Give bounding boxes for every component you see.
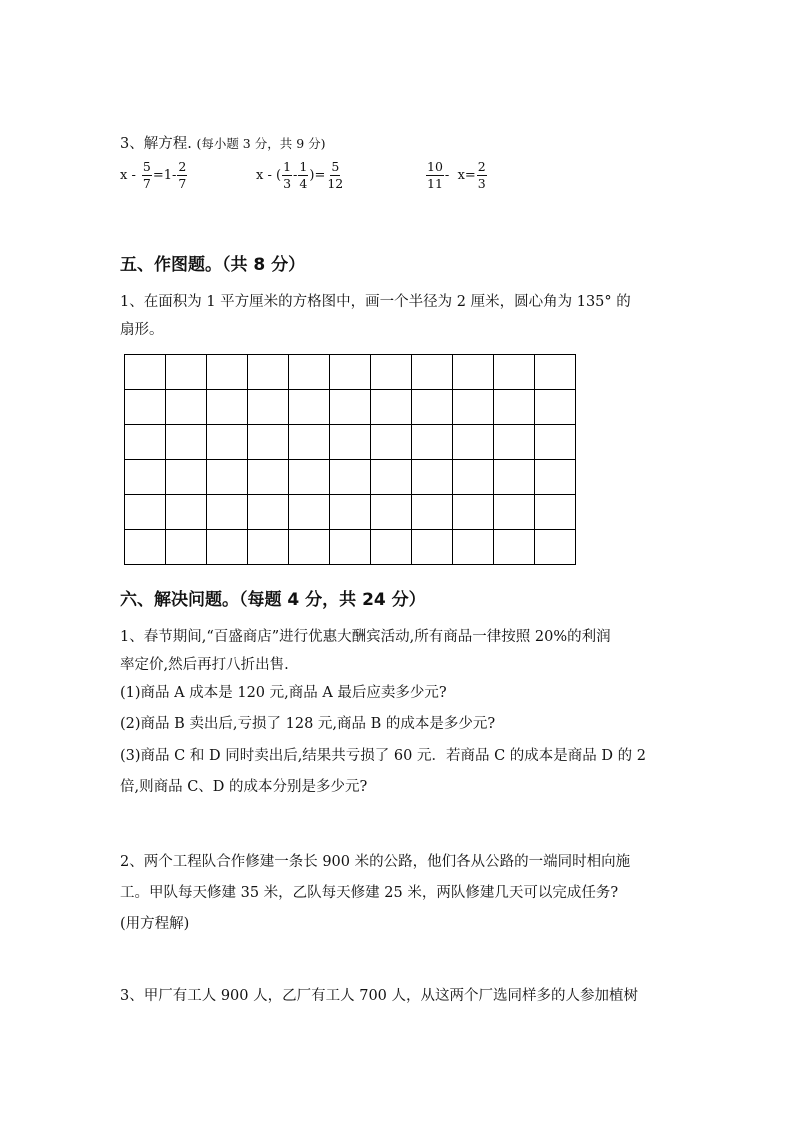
grid-cell[interactable] [166,495,207,530]
eq3-frac2-denominator: 3 [477,176,486,191]
grid-cell[interactable] [207,390,248,425]
problem2-line-3: (用方程解) [120,916,190,932]
grid-row [125,425,576,460]
equation-1 [120,160,188,191]
grid-cell[interactable] [207,495,248,530]
problem1-line-2: 率定价,然后再打八折出售. [120,657,289,673]
eq1-fraction-1 [142,160,152,191]
grid-cell[interactable] [248,530,289,565]
grid-cell[interactable] [494,390,535,425]
equations-score-note: (每小题 3 分，共 9 分) [196,136,326,151]
eq2-term: x - ( [256,168,282,183]
grid-cell[interactable] [207,425,248,460]
grid-cell[interactable] [166,425,207,460]
grid-cell[interactable] [494,460,535,495]
grid-cell[interactable] [289,495,330,530]
eq1-frac2-denominator: 7 [178,176,187,191]
grid-cell[interactable] [535,530,576,565]
grid-cell[interactable] [535,425,576,460]
grid-cell[interactable] [125,495,166,530]
section-five-heading: 五、作图题。（共 8 分） [120,255,306,275]
grid-cell[interactable] [125,460,166,495]
eq2-frac1-denominator: 3 [283,176,292,191]
eq2-fraction-1 [282,160,292,191]
grid-cell[interactable] [248,425,289,460]
problem2-line-2: 工。甲队每天修建 35 米，乙队每天修建 25 米，两队修建几天可以完成任务? [120,885,619,901]
grid-cell[interactable] [289,355,330,390]
grid-cell[interactable] [166,530,207,565]
grid-cell[interactable] [330,530,371,565]
eq2-fraction-2 [298,160,308,191]
grid-cell[interactable] [330,390,371,425]
grid-cell[interactable] [289,530,330,565]
problem1-sub-2: (2)商品 B 卖出后,亏损了 128 元,商品 B 的成本是多少元? [120,716,496,732]
grid-cell[interactable] [330,355,371,390]
grid-cell[interactable] [207,530,248,565]
grid-row [125,355,576,390]
grid-row [125,530,576,565]
problem1-sub-1: (1)商品 A 成本是 120 元,商品 A 最后应卖多少元? [120,685,447,701]
grid-cell[interactable] [494,495,535,530]
grid-cell[interactable] [207,460,248,495]
grid-cell[interactable] [494,425,535,460]
grid-cell[interactable] [535,355,576,390]
grid-cell[interactable] [248,355,289,390]
problem3-line-1: 3、甲厂有工人 900 人，乙厂有工人 700 人，从这两个厂选同样多的人参加植树 [120,988,639,1004]
eq2-minus: - [293,168,298,183]
grid-cell[interactable] [330,495,371,530]
eq2-frac2-numerator: 1 [299,159,308,174]
grid-cell[interactable] [371,460,412,495]
grid-cell[interactable] [125,530,166,565]
grid-cell[interactable] [166,460,207,495]
eq1-frac1-denominator: 7 [142,176,151,191]
equations-title [120,134,326,154]
grid-cell[interactable] [453,355,494,390]
grid-cell[interactable] [248,390,289,425]
problem2-line-1: 2、两个工程队合作修建一条长 900 米的公路，他们各从公路的一端同时相向施 [120,854,631,870]
grid-cell[interactable] [535,390,576,425]
grid-cell[interactable] [412,355,453,390]
grid-cell[interactable] [289,390,330,425]
grid-cell[interactable] [453,425,494,460]
eq3-fraction-2 [477,160,487,191]
grid-cell[interactable] [371,495,412,530]
problem1-line-1: 1、春节期间,“百盛商店”进行优惠大酬宾活动,所有商品一律按照 20%的利润 [120,629,611,645]
eq2-fraction-3 [326,160,344,191]
grid-cell[interactable] [371,530,412,565]
grid-cell[interactable] [412,530,453,565]
eq1-frac2-numerator: 2 [178,159,187,174]
grid-cell[interactable] [453,495,494,530]
eq1-frac1-numerator: 5 [142,159,151,174]
eq3-frac1-denominator: 11 [427,176,443,191]
grid-cell[interactable] [125,390,166,425]
grid-cell[interactable] [494,355,535,390]
grid-cell[interactable] [412,460,453,495]
equation-2 [256,160,345,191]
grid-cell[interactable] [166,355,207,390]
grid-cell[interactable] [289,460,330,495]
grid-cell[interactable] [330,460,371,495]
grid-cell[interactable] [453,460,494,495]
eq3-fraction-1 [426,160,444,191]
grid-cell[interactable] [330,425,371,460]
grid-cell[interactable] [494,530,535,565]
grid-cell[interactable] [412,425,453,460]
grid-cell[interactable] [371,355,412,390]
grid-cell[interactable] [412,495,453,530]
problem1-sub-3-line-2: 倍,则商品 C、D 的成本分别是多少元? [120,779,368,795]
eq2-frac3-numerator: 5 [331,159,340,174]
grid-cell[interactable] [453,530,494,565]
eq3-frac2-numerator: 2 [477,159,486,174]
eq2-frac2-denominator: 4 [299,176,308,191]
eq3-frac1-numerator: 10 [427,159,443,174]
grid-cell[interactable] [371,425,412,460]
grid-row [125,390,576,425]
section-six-heading: 六、解决问题。（每题 4 分，共 24 分） [120,590,426,610]
grid-cell[interactable] [371,390,412,425]
grid-cell[interactable] [125,355,166,390]
eq2-frac1-numerator: 1 [283,159,292,174]
eq2-frac3-denominator: 12 [327,176,344,191]
grid-cell[interactable] [248,495,289,530]
problem1-sub-3-line-1: (3)商品 C 和 D 同时卖出后,结果共亏损了 60 元．若商品 C 的成本是商品 D 的 2 [120,748,646,764]
grid-cell[interactable] [535,460,576,495]
grid-cell[interactable] [453,390,494,425]
grid-cell[interactable] [412,390,453,425]
eq1-rhs: =1- [152,168,177,183]
grid-cell[interactable] [535,495,576,530]
grid-cell[interactable] [207,355,248,390]
grid-cell[interactable] [166,390,207,425]
grid-table[interactable] [124,354,576,565]
eq2-equals: )= [309,168,326,183]
drawing-question-line-1: 1、在面积为 1 平方厘米的方格图中，画一个半径为 2 厘米，圆心角为 135° 的 [120,294,631,310]
equations-title-text: 3、解方程. [120,136,192,152]
square-grid[interactable] [124,354,576,565]
grid-cell[interactable] [289,425,330,460]
grid-cell[interactable] [248,460,289,495]
drawing-question-line-2: 扇形。 [120,322,164,338]
grid-row [125,495,576,530]
equation-3 [425,160,488,191]
eq1-fraction-2 [177,160,187,191]
eq1-term: x - [120,168,136,183]
grid-cell[interactable] [125,425,166,460]
eq3-term: - x= [444,168,476,183]
grid-row [125,460,576,495]
